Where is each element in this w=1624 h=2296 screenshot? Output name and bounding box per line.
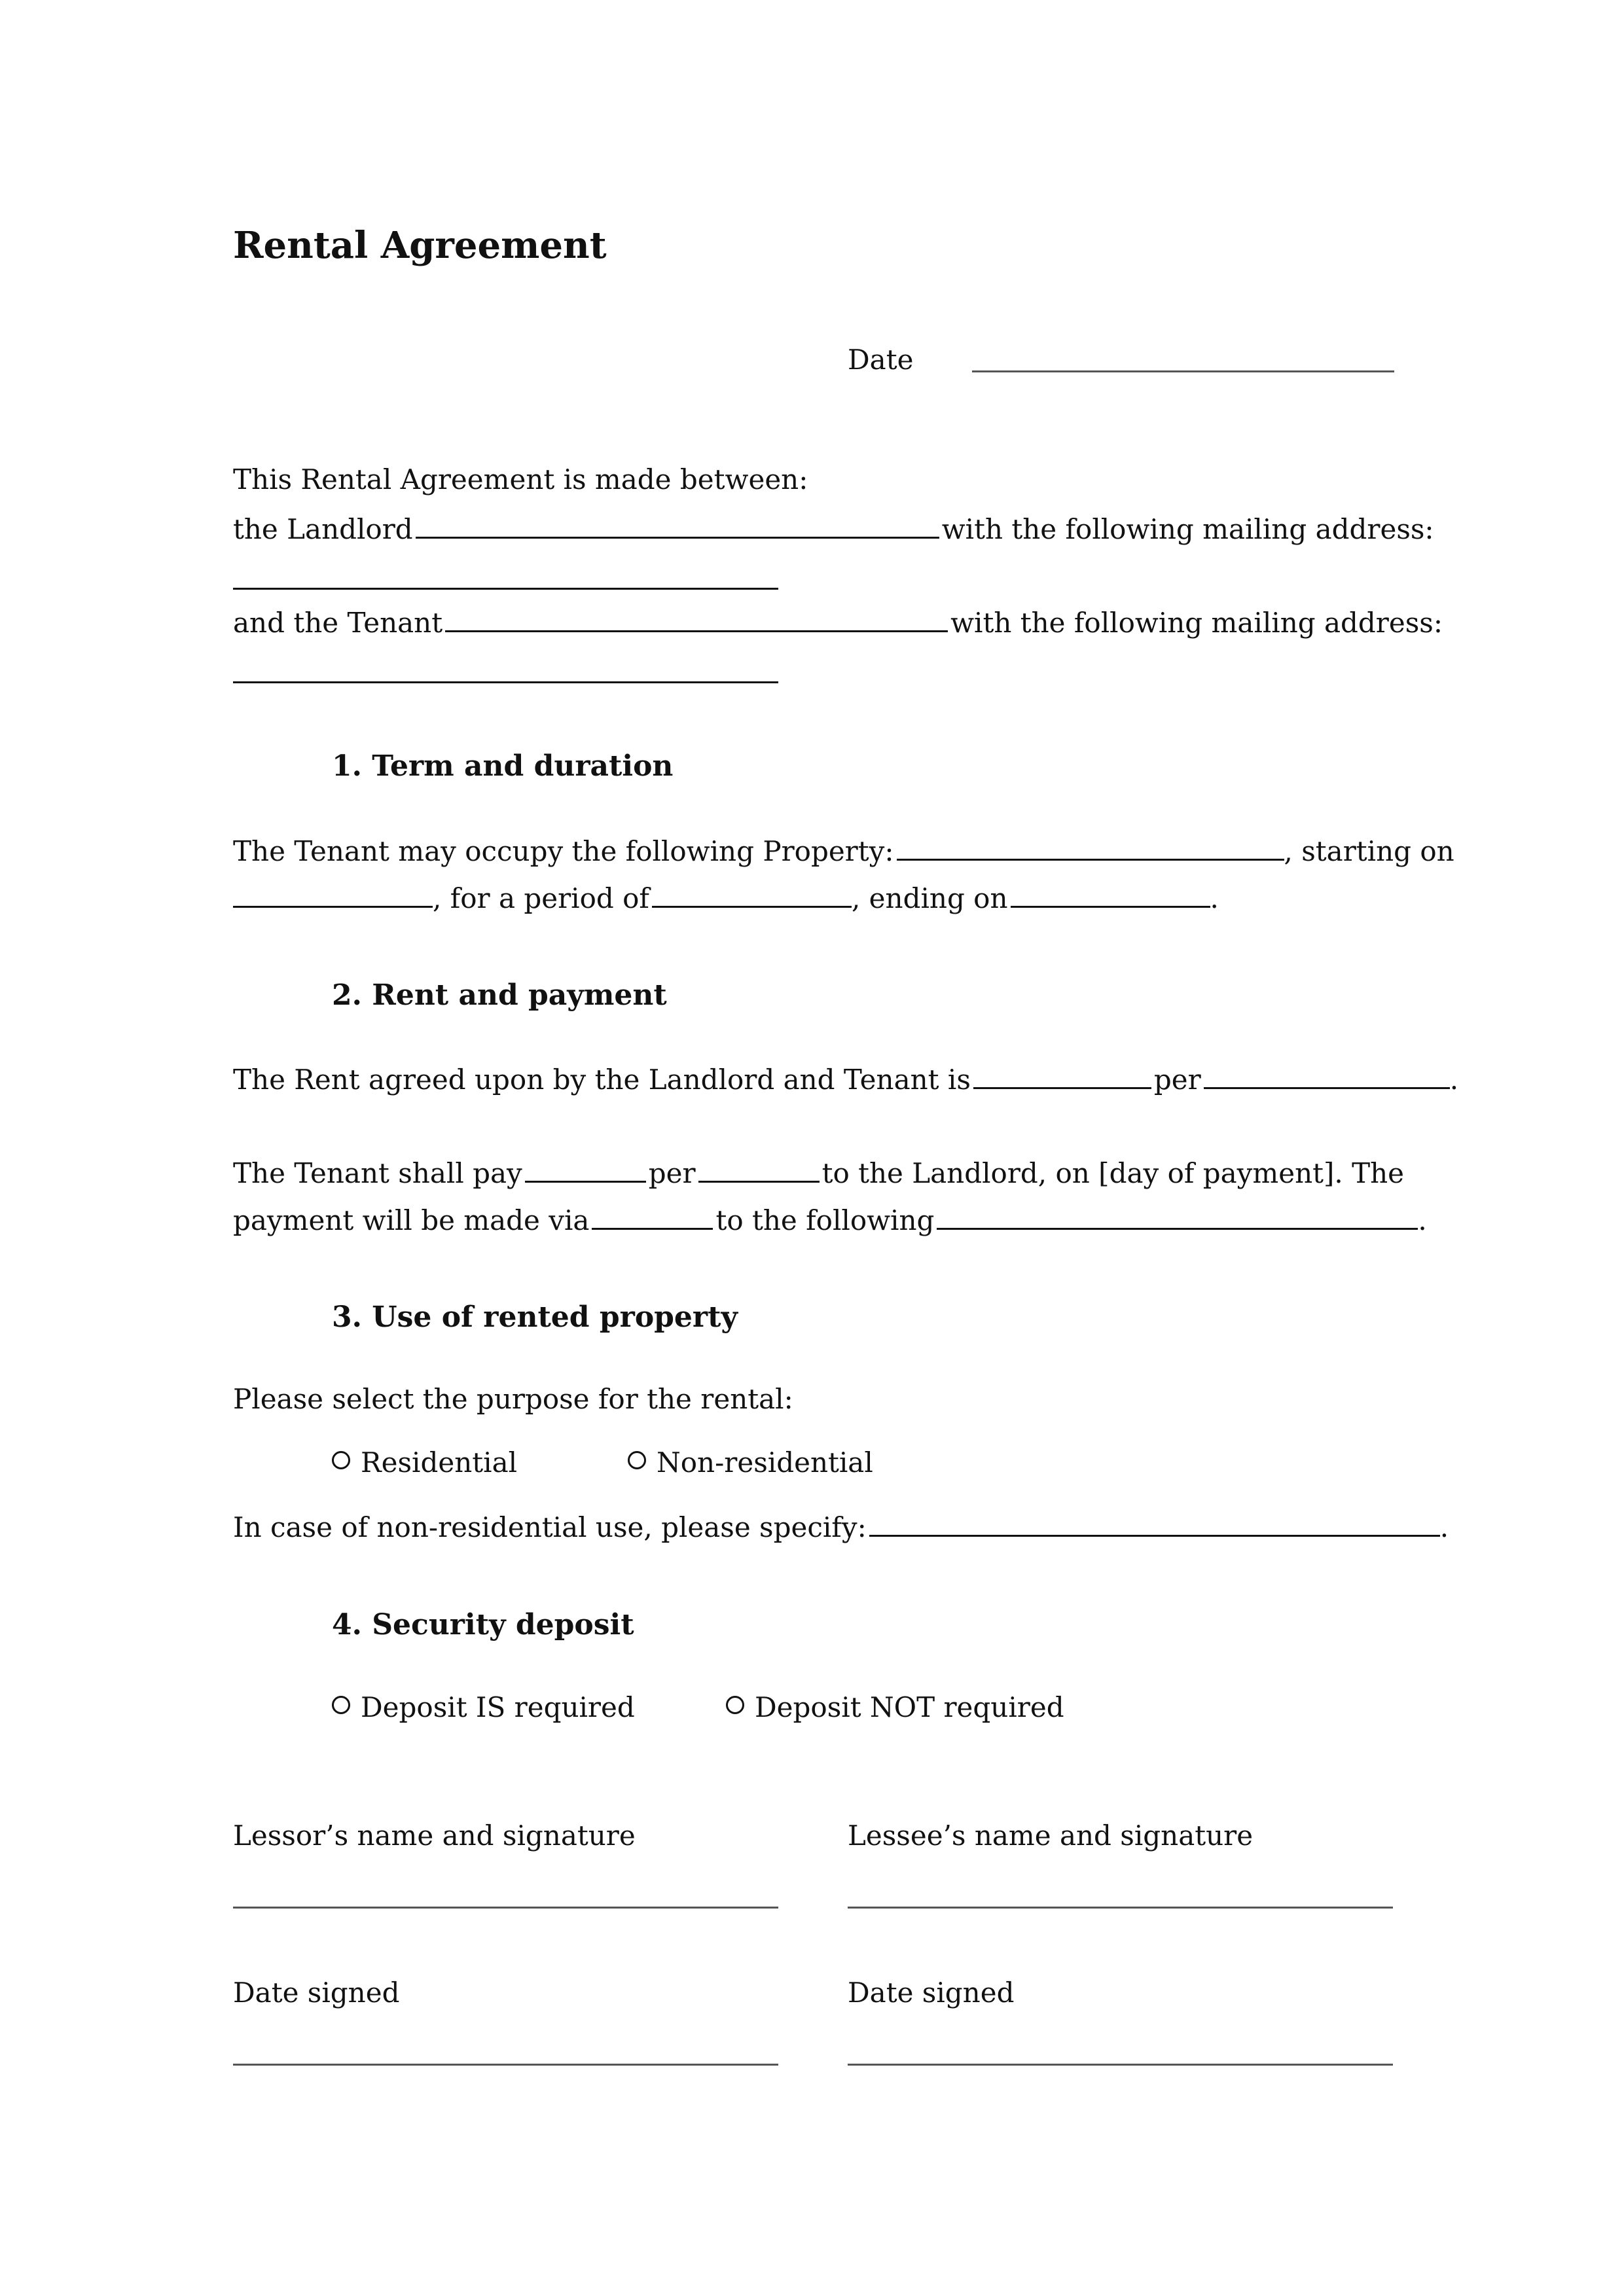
date-field[interactable] xyxy=(972,370,1394,372)
pay-line-2 xyxy=(233,1202,1427,1236)
radio-deposit-not-required-label: Deposit NOT required xyxy=(755,1691,1064,1723)
start-date-field[interactable] xyxy=(233,880,433,908)
period-field[interactable] xyxy=(652,880,852,908)
landlord-mailing-label: with the following mailing address: xyxy=(941,512,1434,545)
tenant-line xyxy=(233,604,1443,639)
landlord-label: the Landlord xyxy=(233,512,413,545)
specify-label: In case of non-residential use, please specify: xyxy=(233,1511,867,1543)
pay-amount-field[interactable] xyxy=(525,1155,646,1183)
radio-circle-icon[interactable] xyxy=(332,1696,350,1714)
section-3-heading: 3. Use of rented property xyxy=(332,1300,738,1334)
landlord-name-field[interactable] xyxy=(416,511,939,539)
lessor-label: Lessor’s name and signature xyxy=(233,1820,636,1852)
landlord-address-field[interactable] xyxy=(233,588,778,590)
pay-method-field[interactable] xyxy=(592,1202,713,1230)
lessee-signature-field[interactable] xyxy=(848,1907,1393,1909)
term-period-end: . xyxy=(1210,882,1219,914)
lessor-signature-field[interactable] xyxy=(233,1907,778,1909)
pay-method-label: payment will be made via xyxy=(233,1204,590,1236)
tenant-name-field[interactable] xyxy=(445,604,948,632)
term-line-2 xyxy=(233,880,1219,914)
radio-deposit-required[interactable] xyxy=(332,1691,635,1723)
pay-account-field[interactable] xyxy=(937,1202,1418,1230)
tenant-mailing-label: with the following mailing address: xyxy=(950,606,1443,639)
document-title: Rental Agreement xyxy=(233,224,607,267)
term-period-label: , for a period of xyxy=(433,882,649,914)
intro-text: This Rental Agreement is made between: xyxy=(233,463,808,495)
radio-circle-icon[interactable] xyxy=(726,1696,744,1714)
lessee-date-label: Date signed xyxy=(848,1977,1015,2009)
property-field[interactable] xyxy=(897,833,1284,861)
specify-end: . xyxy=(1439,1511,1449,1543)
rent-line xyxy=(233,1061,1458,1096)
radio-non-residential-label: Non-residential xyxy=(657,1446,873,1479)
purpose-prompt: Please select the purpose for the rental: xyxy=(233,1383,793,1415)
specify-field[interactable] xyxy=(869,1509,1440,1537)
radio-deposit-not-required[interactable] xyxy=(726,1691,1064,1723)
term-line-1 xyxy=(233,833,1454,867)
lessor-date-field[interactable] xyxy=(233,2064,778,2066)
radio-residential[interactable] xyxy=(332,1446,517,1479)
lessor-date-label: Date signed xyxy=(233,1977,400,2009)
radio-non-residential[interactable] xyxy=(628,1446,873,1479)
rent-amount-field[interactable] xyxy=(973,1061,1151,1089)
lessee-date-field[interactable] xyxy=(848,2064,1393,2066)
pay-per-label: per xyxy=(648,1157,696,1189)
end-date-field[interactable] xyxy=(1011,880,1210,908)
rent-per-label: per xyxy=(1153,1063,1201,1096)
specify-line xyxy=(233,1509,1449,1543)
pay-end: . xyxy=(1418,1204,1427,1236)
radio-deposit-required-label: Deposit IS required xyxy=(361,1691,635,1723)
pay-account-label: to the following xyxy=(715,1204,935,1236)
radio-circle-icon[interactable] xyxy=(332,1451,350,1469)
rent-period-field[interactable] xyxy=(1204,1061,1450,1089)
pay-period-field[interactable] xyxy=(698,1155,820,1183)
term-end-label: , ending on xyxy=(851,882,1008,914)
section-1-heading: 1. Term and duration xyxy=(332,749,674,783)
term-property-label: The Tenant may occupy the following Property: xyxy=(233,834,894,867)
tenant-address-field[interactable] xyxy=(233,681,778,683)
radio-circle-icon[interactable] xyxy=(628,1451,646,1469)
tenant-label: and the Tenant xyxy=(233,606,443,639)
rent-label: The Rent agreed upon by the Landlord and Tenant is xyxy=(233,1063,971,1096)
rent-end: . xyxy=(1449,1063,1459,1096)
pay-label: The Tenant shall pay xyxy=(233,1157,522,1189)
date-label: Date xyxy=(848,344,914,376)
pay-landlord-label: to the Landlord, on [day of payment]. The xyxy=(821,1157,1405,1189)
term-start-label: , starting on xyxy=(1284,834,1454,867)
section-4-heading: 4. Security deposit xyxy=(332,1608,634,1641)
lessee-label: Lessee’s name and signature xyxy=(848,1820,1254,1852)
landlord-line xyxy=(233,511,1434,545)
section-2-heading: 2. Rent and payment xyxy=(332,978,667,1012)
radio-residential-label: Residential xyxy=(361,1446,518,1479)
pay-line-1 xyxy=(233,1155,1404,1189)
